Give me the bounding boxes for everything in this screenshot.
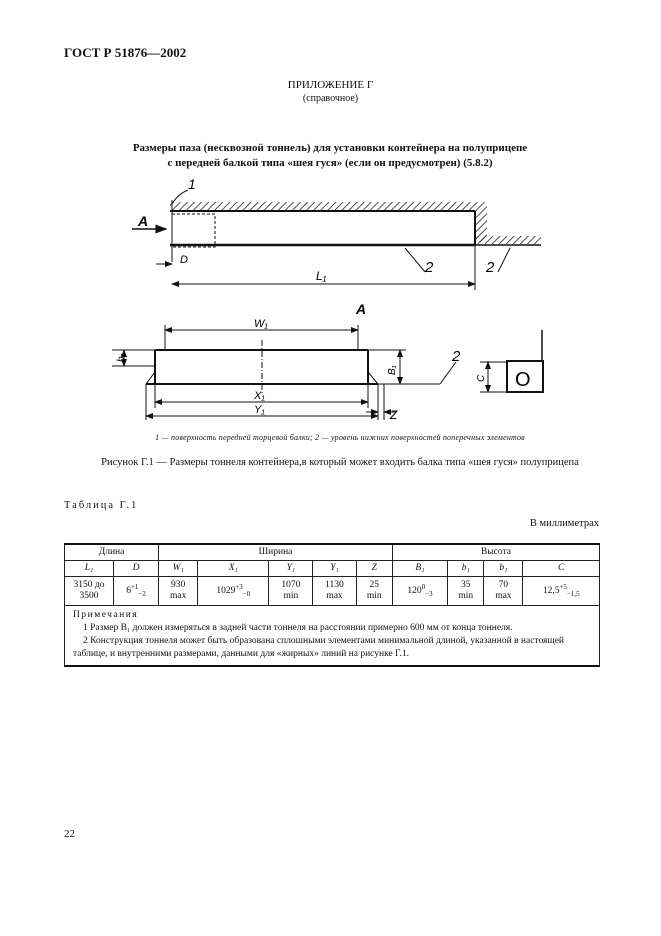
col-z: Z	[356, 561, 392, 577]
figure-title-line-2: с передней балкой типа «шея гуся» (если он предусмотрен) (5.8.2)	[167, 157, 493, 169]
callout-1: 1	[188, 176, 196, 192]
dimensions-table	[64, 543, 600, 667]
table-label: Таблица Г.1	[64, 500, 139, 511]
group-width: Ширина	[159, 544, 393, 561]
appendix-title: ПРИЛОЖЕНИЕ Г	[287, 79, 374, 91]
dim-d-label: D	[180, 254, 188, 266]
dim-w1-label: W₁	[254, 318, 268, 330]
col-b1: B₁	[392, 561, 447, 577]
appendix-subtitle: (справочное)	[302, 93, 359, 104]
cell-w1: 930 max	[159, 577, 198, 606]
cell-b1: $120^0_{-3}$	[392, 577, 447, 606]
table-row	[65, 577, 600, 606]
cell-y1-min: 1070 min	[269, 577, 313, 606]
table-group-row	[65, 544, 600, 561]
callout-1-leader	[172, 190, 188, 204]
cell-d: $6^{+1}_{-2}$	[114, 577, 159, 606]
cell-z: 25 min	[356, 577, 392, 606]
technical-drawing	[0, 0, 661, 440]
callout-2c: 2	[452, 348, 461, 365]
figure-caption: Рисунок Г.1 — Размеры тоннеля контейнера,в который может входить балка типа «шея гуся» полуприцепа	[101, 457, 579, 468]
front-beam-outline	[172, 214, 215, 247]
dim-y1-label: Y₁	[254, 404, 265, 416]
table-header-row	[65, 561, 600, 577]
group-height: Высота	[392, 544, 599, 561]
col-y1-max: Y₁	[313, 561, 356, 577]
notes-title: Примечания	[73, 610, 139, 620]
side-view	[132, 176, 541, 290]
table-units: В миллиметрах	[529, 518, 599, 529]
beam-symbol-o: O	[515, 369, 531, 391]
callout-2b-leader	[498, 248, 510, 272]
callout-2b: 2	[486, 259, 495, 276]
group-length: Длина	[65, 544, 159, 561]
dim-l1-label: L₁	[316, 269, 327, 283]
note-1: 1 Размер B₁ должен измеряться в задней части тоннеля на расстоянии примерно 600 мм от конца тоннеля.	[83, 623, 513, 633]
section-view-a	[112, 301, 543, 422]
callout-2c-leader	[440, 362, 456, 384]
col-b1-min: b₁	[448, 561, 484, 577]
figure-title-line-1: Размеры паза (несквозной тоннель) для установки контейнера на полуприцепе	[132, 142, 528, 154]
cell-l1: 3150 до 3500	[65, 577, 114, 606]
cell-b1-min: 35 min	[448, 577, 484, 606]
cell-b1-max: 70 max	[484, 577, 523, 606]
col-c: C	[523, 561, 600, 577]
figure-legend: 1 — поверхность передней торцевой балки; 2 — уровень нижних поверхностей поперечных элементов	[155, 433, 525, 442]
cell-c: $12,5^{+5}_{-1,5}$	[523, 577, 600, 606]
callout-2a: 2	[425, 259, 434, 276]
page-number: 22	[64, 828, 75, 840]
dim-b-label: B₁	[387, 365, 398, 375]
section-label-a: A	[356, 301, 367, 317]
dim-z-label: Z	[390, 408, 398, 422]
callout-2a-leader	[405, 248, 425, 272]
view-label-a: A	[138, 213, 149, 229]
col-w1: W₁	[159, 561, 198, 577]
col-y1-min: Y₁	[269, 561, 313, 577]
col-b1-max: b₁	[484, 561, 523, 577]
dim-x1-label: X₁	[254, 390, 265, 402]
cell-y1-max: 1130 max	[313, 577, 356, 606]
document-id: ГОСТ Р 51876—2002	[64, 45, 187, 60]
cell-x1: $1029^{+3}_{-0}$	[198, 577, 269, 606]
dim-c-label: C	[476, 374, 487, 382]
col-l1: L₁	[65, 561, 114, 577]
note-2: 2 Конструкция тоннеля может быть образована сплошными элементами минимальной длиной, указанной в настоящей таблице, и внутренними размерами, данными для «жирных» линий на рисунке Г.1.	[73, 636, 565, 659]
dim-b1-label: b₁	[116, 353, 127, 362]
col-d: D	[114, 561, 159, 577]
top-hatch	[170, 202, 475, 211]
table-notes	[65, 606, 600, 667]
col-x1: X₁	[198, 561, 269, 577]
floor-hatch	[475, 236, 541, 244]
table-notes-row	[65, 606, 600, 667]
